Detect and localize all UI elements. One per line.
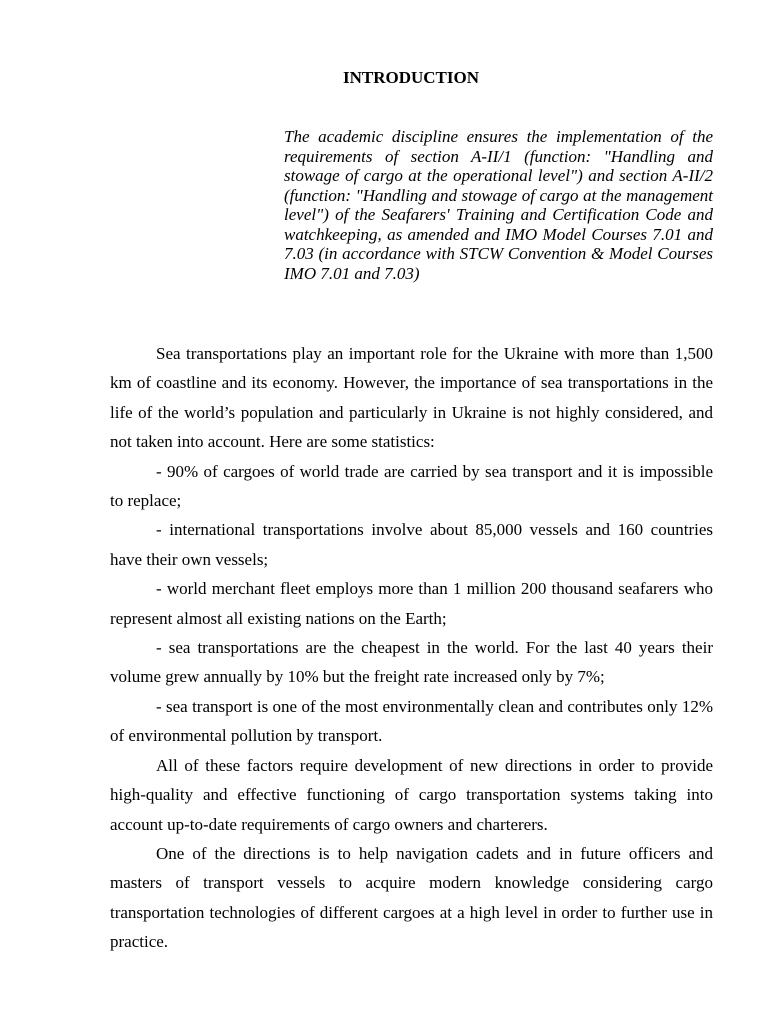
paragraph-stat-vessels: - international transportations involve about 85,000 vessels and 160 countries have their own vessels;: [110, 520, 713, 569]
body-text: [110, 339, 713, 957]
paragraph-stat-seafarers: - world merchant fleet employs more than 1 million 200 thousand seafarers who represent almost all existing nations on the Earth;: [110, 579, 713, 628]
paragraph-directions: One of the directions is to help navigation cadets and in future officers and masters of transport vessels to acquire modern knowledge considering cargo transportation technologies of different cargoes at a high level in order to further use in practice.: [110, 843, 713, 952]
epigraph: The academic discipline ensures the implementation of the requirements of section A-II/1 (function: "Handling and stowage of cargo at the operational level") and section A-II/2 (function: "Handling and stowage of cargo at the management level") of the Seafarers' Training and Certification Code and watchkeeping, as amended and IMO Model Courses 7.01 and 7.03 (in accordance with STCW Convention & Model Courses IMO 7.01 and 7.03): [284, 127, 713, 283]
paragraph-stat-environment: - sea transport is one of the most environmentally clean and contributes only 12% of environmental pollution by transport.: [110, 696, 713, 746]
paragraph-intro: Sea transportations play an important role for the Ukraine with more than 1,500 km of coastline and its economy. However, the importance of sea transportations in the life of the world’s population and particularly in Ukraine is not highly considered, and not taken into account. Here are some statistics:: [110, 344, 713, 452]
paragraph-stat-cargoes: - 90% of cargoes of world trade are carried by sea transport and it is impossible to replace;: [110, 461, 713, 511]
page-title: INTRODUCTION: [342, 68, 480, 87]
paragraph-stat-cheapest: - sea transportations are the cheapest in the world. For the last 40 years their volume grew annually by 10% but the freight rate increased only by 7%;: [110, 638, 713, 687]
paragraph-factors: All of these factors require development of new directions in order to provide high-quality and effective functioning of cargo transportation systems taking into account up-to-date requirements of cargo owners and charterers.: [110, 755, 713, 834]
